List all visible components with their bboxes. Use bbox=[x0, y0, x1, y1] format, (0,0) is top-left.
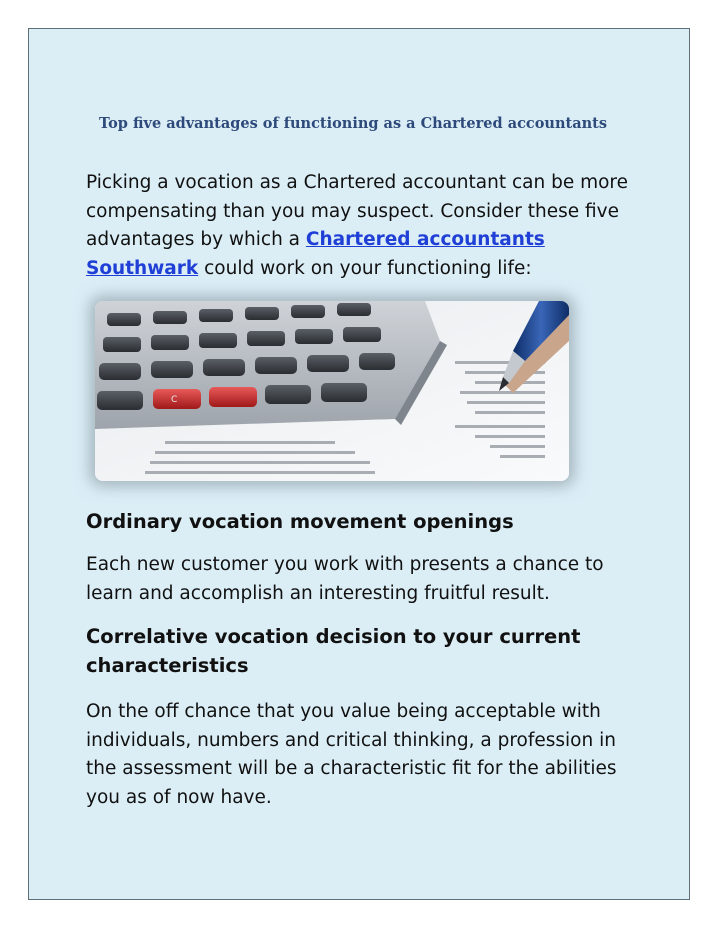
section-body-correlative-decision: On the off chance that you value being acceptable with individuals, numbers and critical thinking, a profession in the assessment will be a characteristic fit for the abilities you as of now have. bbox=[86, 701, 617, 808]
intro-text-before: Picking a vocation as a Chartered accountant can be more compensating than you may suspect. Consider these five advantages by which a bbox=[86, 172, 629, 250]
section-body-ordinary-openings: Each new customer you work with presents a chance to learn and accomplish an interesting fruitful result. bbox=[86, 554, 604, 604]
svg-text:C: C bbox=[171, 395, 178, 405]
chartered-accountants-southwark-link[interactable]: Chartered accountants Southwark bbox=[86, 229, 545, 279]
document-title: Top five advantages of functioning as a Chartered accountants bbox=[99, 115, 608, 132]
intro-paragraph bbox=[86, 169, 656, 283]
calculator-photo bbox=[95, 301, 569, 481]
document-page bbox=[28, 28, 690, 900]
section-heading-ordinary-openings: Ordinary vocation movement openings bbox=[86, 510, 514, 533]
intro-text-after: could work on your functioning life: bbox=[198, 257, 532, 279]
section-heading-correlative-decision: Correlative vocation decision to your current characteristics bbox=[86, 625, 581, 677]
